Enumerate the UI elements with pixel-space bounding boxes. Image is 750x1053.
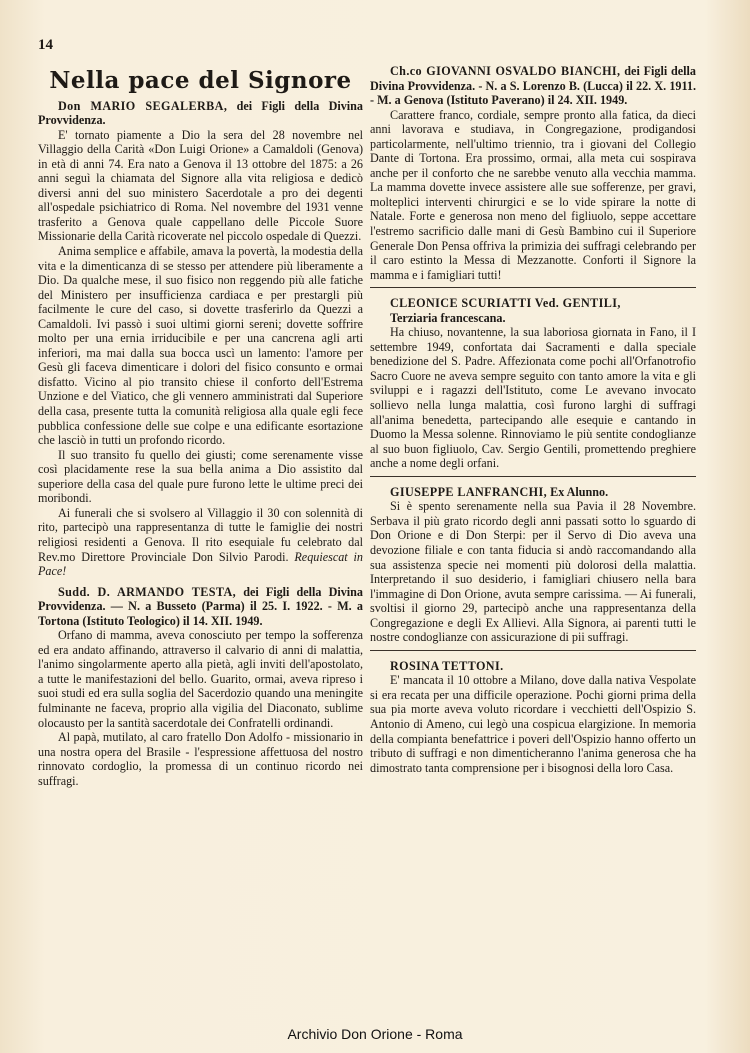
paragraph: Si è spento serenamente nella sua Pavia il 28 Novembre. Serbava il più grato ricordo degli anni passati sotto lo sguardo di Don Orione e di Don Sterpi: per il Servo di Dio aveva una devozione filiale e con tanta fiducia si andò raccomandando alla sua assistenza specie nei momenti più dolorosi della malattia. Interpretando il suo desiderio, i famigliari chiusero nella bara l'immagine di Don Orione, avuta sempre carissima. — Ai funerali, svoltisi il giorno 29, partecipò anche una rappresentanza della Congregazione e degli Ex Allievi. Alla Signora, ai parenti tutti le nostre condoglianze con assicurazione di pii suffragi. bbox=[370, 499, 696, 645]
paragraph: Ha chiuso, novantenne, la sua laboriosa giornata in Fano, il I settembre 1949, confortata dai Sacramenti e dalla speciale benedizione del S. Padre. Affezionata come pochi all'Orfanotrofio Sacro Cuore ne aveva sempre seguito con tanto amore la vita e gli sviluppi e i ragazzi dell'Istituto, come Le avevano invocato sollievo nella lunga malattia, così furono larghi di suffragi all'anima benedetta, partecipando alle esequie e cantando in Duomo la Messa solenne. Rinnoviamo le più sentite condoglianze al suo buon figliuolo, Cav. Sergio Gentili, promettendo preghiere anche a nome degli orfani. bbox=[370, 325, 696, 471]
entry-subheading: Terziaria francescana. bbox=[390, 310, 506, 325]
left-column bbox=[38, 66, 363, 788]
entry-heading: Ch.co GIOVANNI OSVALDO BIANCHI, dei Figli della Divina Provvidenza. - N. a S. Lorenzo B. (Lucca) il 22. X. 1911. - M. a Genova (Istituto Paverano) il 24. XII. 1949. bbox=[370, 64, 696, 108]
paragraph: Ai funerali che si svolsero al Villaggio il 30 con solennità di rito, partecipò una rappresentanza di tutte le famiglie dei nostri religiosi residenti a Genova. Il rito esequiale fu celebrato dal Rev.mo Direttore Provinciale Don Silvio Parodi. Requiescat in Pace! bbox=[38, 505, 363, 579]
obituary-scuriatti bbox=[370, 296, 696, 471]
paragraph: Orfano di mamma, aveva conosciuto per tempo la sofferenza ed era andato affinando, attraverso il calvario di anni di malattia, l'animo singolarmente aperto alla pietà, agli inviti dell'apostolato, a tutte le manifestazioni del bello. Guarito, ormai, aveva ripreso i suoi studi ed era sulla soglia del Sacerdozio quando una meningite fulminante ne faceva, proprio alla vigilia del Diaconato, sublime olocausto per la santità sacerdotale dei Confratelli ordinandi. bbox=[38, 628, 363, 730]
entry-heading: Sudd. D. ARMANDO TESTA, dei Figli della Divina Provvidenza. — N. a Busseto (Parma) il 25. I. 1922. - M. a Tortona (Istituto Teologico) il 14. XII. 1949. bbox=[38, 584, 363, 628]
paragraph: Carattere franco, cordiale, sempre pronto alla fatica, da dieci anni lavorava e studiava, in Congregazione, prodigandosi particolarmente, nell'ultimo triennio, tra i giovani del Collegio Dante di Tortona. Era prossimo, ormai, alla meta cui sospirava anche per il conforto che ne sarebbe venuto alla vecchia mamma. La mamma dovette invece assistere alle sue sofferenze, per gravi, molteplici interventi chirurgici e se lo vide spirare la notte di Natale. Forte e generosa non meno del figliuolo, seppe accettare l'estremo sacrificio dalle mani di Gesù Bambino cui il Superiore Generale Don Pensa offriva la primizia dei suffragi celebrando per il caro estinto la Messa di Mezzanotte. Conforti il Signore la mamma e i famigliari tutti! bbox=[370, 107, 696, 282]
divider bbox=[370, 650, 696, 651]
paragraph: Anima semplice e affabile, amava la povertà, la modestia della vita e la dimenticanza di se stesso per attendere più liberamente a Dio. Da qualche mese, il suo fisico non reggendo più alle fatiche del Ministero per insufficienza cardiaca e per prestargli più facilmente le cure del caso, si dovette trasferirlo da Quezzi a Camaldoli. Ivi passò i suoi ultimi giorni sereni; dovette soffrire molto per una ernia irriducibile e per una cancrena agli arti inferiori, ma mai dalla sua bocca uscì un lamento: l'amore per Gesù gli faceva dimenticare i dolori del fisico consunto e ormai disfatto. Vicino al pio transito chiese il conforto dell'Estrema Unzione e del Viatico, che gli vennero amministrati dal Superiore della casa, presente tutta la comunità religiosa alla quale egli fece pubblica confessione delle sue colpe e una edificante esortazione che lasciò in tutti un profondo ricordo. bbox=[38, 244, 363, 448]
divider bbox=[370, 287, 696, 288]
entry-heading: GIUSEPPE LANFRANCHI, Ex Alunno. bbox=[390, 484, 609, 499]
paragraph: E' mancata il 10 ottobre a Milano, dove dalla nativa Vespolate si era recata per una difficile operazione. Pochi giorni prima della sua pia morte aveva voluto ricordare i vecchietti dell'Ospizio S. Antonio di Ameno, cui legò una cospicua elargizione. In memoria della compianta benefattrice i poveri dell'Ospizio hanno offerto un tributo di suffragi e non dimenticheranno l'anima generosa che ha dimostrato tanta comprensione per i bisognosi della loro Casa. bbox=[370, 673, 696, 775]
obituary-segalerba bbox=[38, 99, 363, 579]
paragraph: E' tornato piamente a Dio la sera del 28 novembre nel Villaggio della Carità «Don Luigi Orione» a Camaldoli (Genova) in età di anni 74. Era nato a Genova il 13 ottobre del 1875: a 26 anni seguì la chiamata del Signore alla vita religiosa e dedicò diversi anni del suo ministero Sacerdotale a pro dei degenti all'ospedale psichiatrico di Roma. Nel novembre del 1931 venne trasferito a Genova quale cappellano delle Piccole Suore Missionarie della Carità ricoverate nel piccolo ospedale di Quezzi. bbox=[38, 127, 363, 244]
paragraph: Al papà, mutilato, al caro fratello Don Adolfo - missionario in una nostra opera del Brasile - l'espressione affettuosa del nostro rinnovato cordoglio, la promessa di un continuo ricordo nei suffragi. bbox=[38, 730, 363, 788]
paragraph: Il suo transito fu quello dei giusti; come serenamente visse così placidamente rese la sua bella anima a Dio assistito dal superiore della casa del quale pure furono lette le ultime preci dei moribondi. bbox=[38, 447, 363, 506]
obituary-bianchi bbox=[370, 64, 696, 282]
obituary-testa bbox=[38, 585, 363, 789]
right-column bbox=[370, 64, 696, 775]
page-number: 14 bbox=[38, 37, 53, 53]
archive-footer: Archivio Don Orione - Roma bbox=[287, 1026, 463, 1042]
obituary-tettoni bbox=[370, 659, 696, 775]
entry-heading: Don MARIO SEGALERBA, dei Figli della Divina Provvidenza. bbox=[38, 98, 364, 128]
entry-heading: ROSINA TETTONI. bbox=[390, 658, 504, 673]
obituary-lanfranchi bbox=[370, 485, 696, 645]
section-title: Nella pace del Signore bbox=[49, 67, 352, 94]
divider bbox=[370, 476, 696, 477]
entry-heading: CLEONICE SCURIATTI Ved. GENTILI, bbox=[390, 296, 621, 311]
